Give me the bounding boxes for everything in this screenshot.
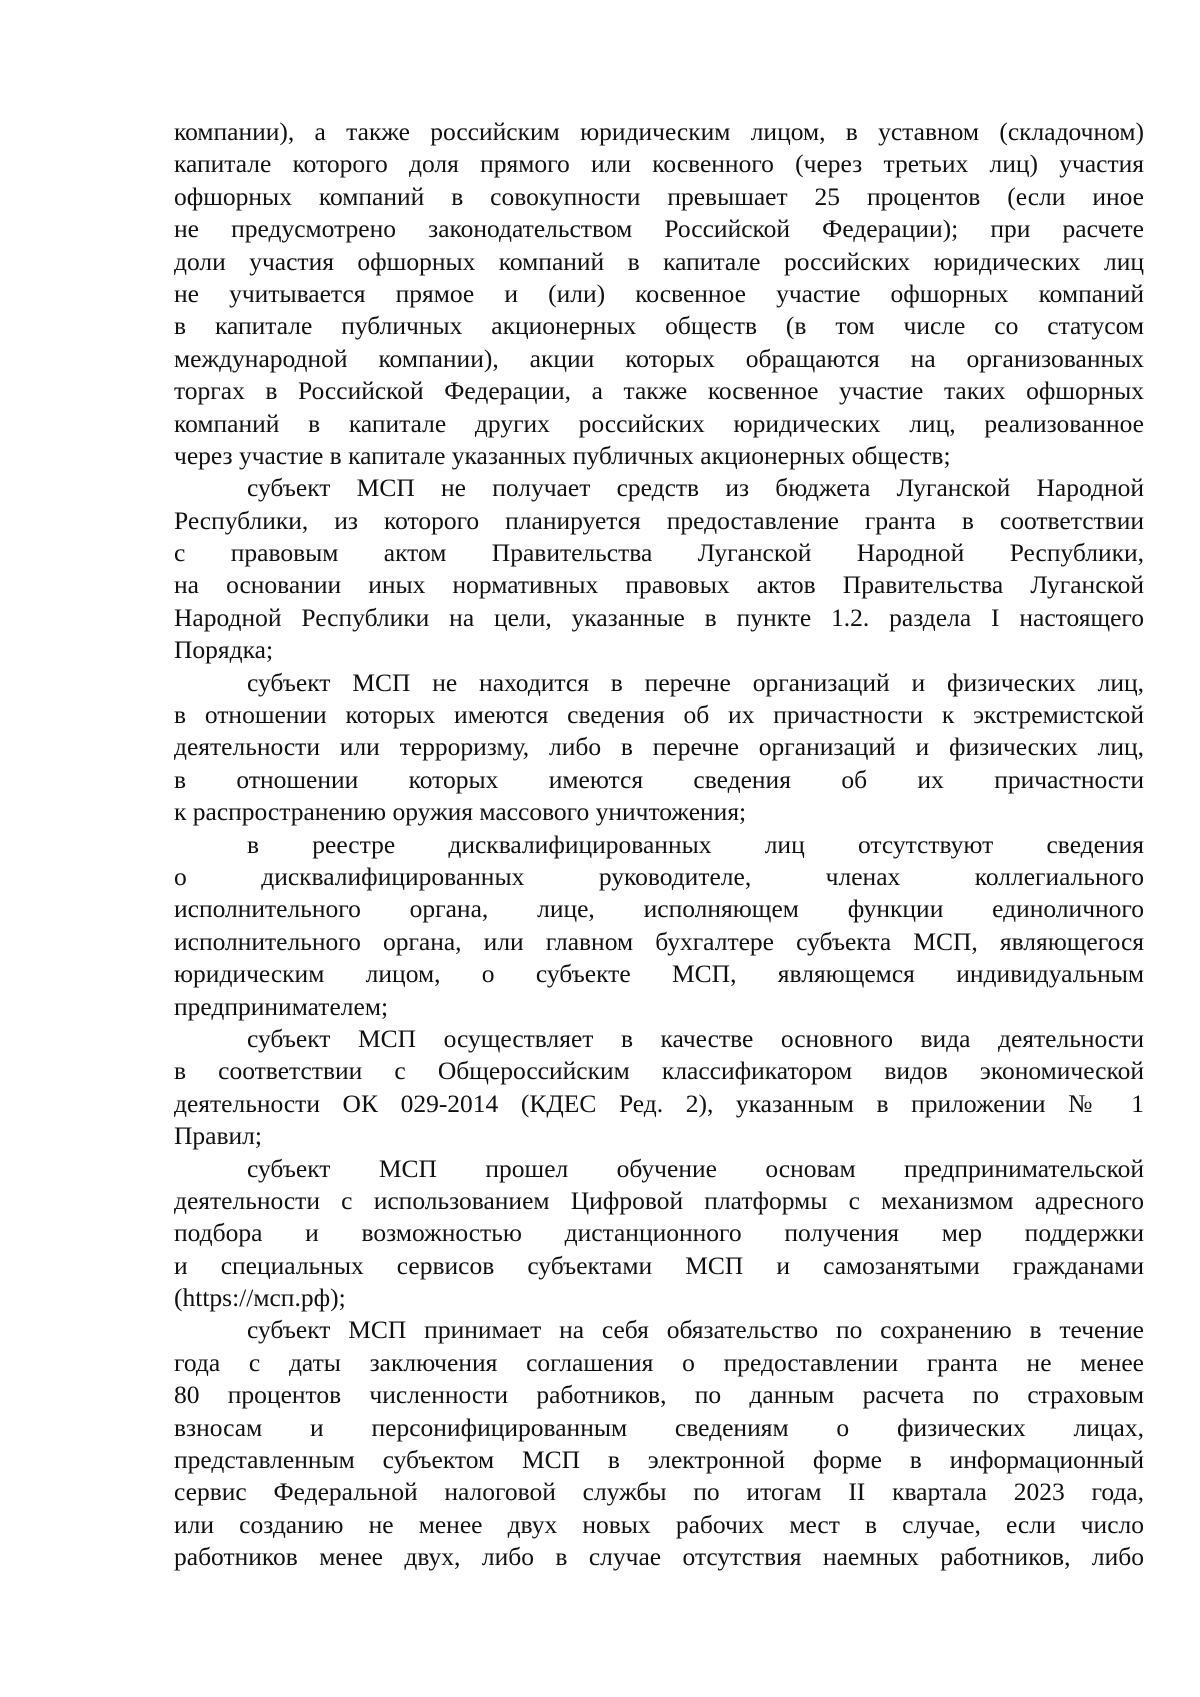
paragraph bbox=[174, 667, 1144, 829]
text-line: компаний в капитале других российских юридических лиц, реализованное bbox=[174, 408, 1144, 438]
paragraph bbox=[174, 116, 1144, 472]
text-line: через участие в капитале указанных публичных акционерных обществ; bbox=[174, 440, 951, 470]
text-line: исполнительного органа, или главном бухгалтере субъекта МСП, являющегося bbox=[174, 926, 1144, 956]
text-line: о дисквалифицированных руководителе, членах коллегиального bbox=[174, 861, 1144, 891]
text-line: представленным субъектом МСП в электронной форме в информационный bbox=[174, 1445, 1144, 1475]
text-line: деятельности с использованием Цифровой платформы с механизмом адресного bbox=[174, 1185, 1144, 1215]
text-line: предпринимателем; bbox=[174, 991, 389, 1021]
text-line: в соответствии с Общероссийским классификатором видов экономической bbox=[174, 1056, 1144, 1086]
document-body bbox=[174, 116, 1144, 1574]
text-line: подбора и возможностью дистанционного получения мер поддержки bbox=[174, 1218, 1144, 1248]
text-line: к распространению оружия массового уничтожения; bbox=[174, 797, 747, 827]
text-line: Народной Республики на цели, указанные в пункте 1.2. раздела I настоящего bbox=[174, 602, 1144, 632]
paragraph bbox=[174, 829, 1144, 1023]
text-line: деятельности ОК 029-2014 (КДЕС Ред. 2), указанным в приложении № 1 bbox=[174, 1088, 1144, 1118]
text-line: капитале которого доля прямого или косвенного (через третьих лиц) участия bbox=[174, 149, 1144, 179]
text-line: компании), а также российским юридическим лицом, в уставном (складочном) bbox=[174, 117, 1144, 146]
text-line: года с даты заключения соглашения о предоставлении гранта не менее bbox=[174, 1347, 1144, 1377]
text-line: субъект МСП принимает на себя обязательство по сохранению в течение bbox=[247, 1315, 1144, 1345]
text-line: международной компании), акции которых обращаются на организованных bbox=[174, 343, 1144, 373]
text-line: субъект МСП не получает средств из бюджета Луганской Народной bbox=[247, 473, 1144, 503]
text-line: в отношении которых имеются сведения об их причастности bbox=[174, 764, 1144, 794]
text-line: на основании иных нормативных правовых актов Правительства Луганской bbox=[174, 570, 1144, 600]
text-line: субъект МСП прошел обучение основам предпринимательской bbox=[247, 1153, 1144, 1183]
text-line: юридическим лицом, о субъекте МСП, являющемся индивидуальным bbox=[174, 959, 1144, 989]
text-line: Порядка; bbox=[174, 635, 274, 665]
text-line: (https://мсп.рф); bbox=[174, 1283, 346, 1313]
text-line: 80 процентов численности работников, по данным расчета по страховым bbox=[174, 1380, 1144, 1410]
text-line: сервис Федеральной налоговой службы по итогам II квартала 2023 года, bbox=[174, 1477, 1144, 1507]
text-line: Республики, из которого планируется предоставление гранта в соответствии bbox=[174, 505, 1144, 535]
paragraph bbox=[174, 472, 1144, 666]
text-line: субъект МСП осуществляет в качестве основного вида деятельности bbox=[247, 1023, 1144, 1053]
text-line: Правил; bbox=[174, 1121, 262, 1151]
text-line: или созданию не менее двух новых рабочих мест в случае, если число bbox=[174, 1509, 1144, 1539]
text-line: исполнительного органа, лице, исполняющем функции единоличного bbox=[174, 894, 1144, 924]
text-line: взносам и персонифицированным сведениям о физических лицах, bbox=[174, 1412, 1144, 1442]
text-line: с правовым актом Правительства Луганской Народной Республики, bbox=[174, 538, 1144, 568]
paragraph bbox=[174, 1314, 1144, 1573]
text-line: в реестре дисквалифицированных лиц отсутствуют сведения bbox=[247, 829, 1144, 859]
text-line: деятельности или терроризму, либо в перечне организаций и физических лиц, bbox=[174, 732, 1144, 762]
paragraph bbox=[174, 1153, 1144, 1315]
text-line: в отношении которых имеются сведения об их причастности к экстремистской bbox=[174, 700, 1144, 730]
text-line: не учитывается прямое и (или) косвенное участие офшорных компаний bbox=[174, 278, 1144, 308]
paragraph bbox=[174, 1023, 1144, 1153]
text-line: доли участия офшорных компаний в капитале российских юридических лиц bbox=[174, 246, 1144, 276]
text-line: не предусмотрено законодательством Российской Федерации); при расчете bbox=[174, 214, 1144, 244]
text-line: торгах в Российской Федерации, а также косвенное участие таких офшорных bbox=[174, 376, 1144, 406]
text-line: субъект МСП не находится в перечне организаций и физических лиц, bbox=[247, 667, 1144, 697]
text-line: в капитале публичных акционерных обществ (в том числе со статусом bbox=[174, 311, 1144, 341]
text-line: работников менее двух, либо в случае отсутствия наемных работников, либо bbox=[174, 1542, 1144, 1572]
text-line: офшорных компаний в совокупности превышает 25 процентов (если иное bbox=[174, 181, 1144, 211]
text-line: и специальных сервисов субъектами МСП и самозанятыми гражданами bbox=[174, 1250, 1144, 1280]
